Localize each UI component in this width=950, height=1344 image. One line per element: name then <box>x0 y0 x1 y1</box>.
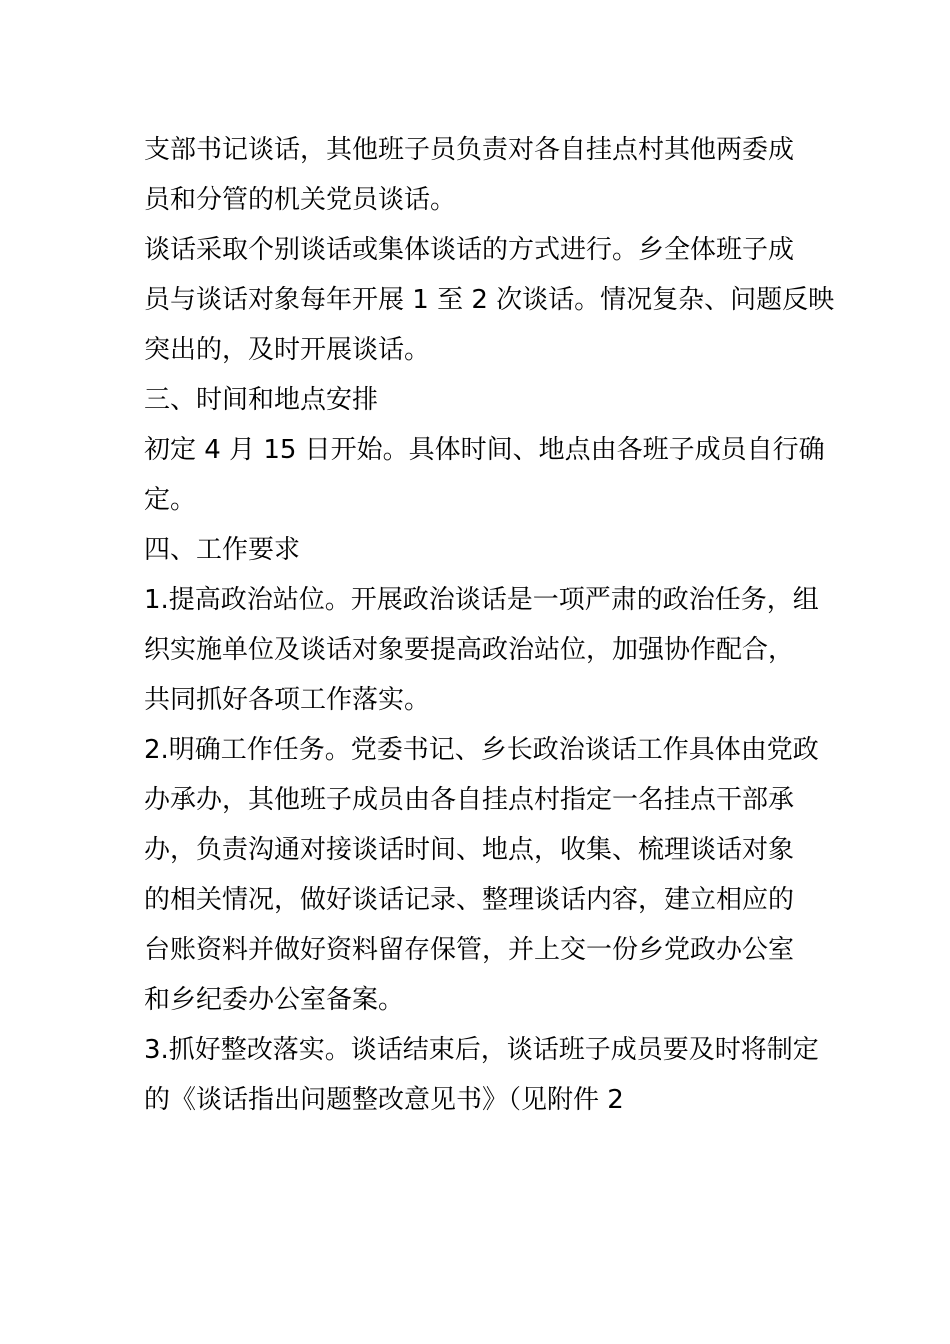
text-line: 员和分管的机关党员谈话。 <box>144 185 457 215</box>
text-line: 2.明确工作任务。党委书记、乡长政治谈话工作具体由党政 <box>144 735 819 765</box>
text-line: 共同抓好各项工作落实。 <box>144 685 431 715</box>
text-line: 的《谈话指出问题整改意见书》（见附件 2 <box>144 1085 624 1115</box>
text-line: 织实施单位及谈话对象要提高政治站位，加强协作配合， <box>144 635 795 665</box>
text-line: 定。 <box>144 485 197 515</box>
text-line: 员与谈话对象每年开展 1 至 2 次谈话。情况复杂、问题反映 <box>144 285 835 315</box>
section-heading: 三、时间和地点安排 <box>144 385 379 415</box>
text-line: 支部书记谈话，其他班子员负责对各自挂点村其他两委成 <box>144 135 795 165</box>
document-body <box>144 125 835 1125</box>
text-line: 1.提高政治站位。开展政治谈话是一项严肃的政治任务，组 <box>144 585 819 615</box>
text-line: 初定 4 月 15 日开始。具体时间、地点由各班子成员自行确 <box>144 435 825 465</box>
text-line: 办承办，其他班子成员由各自挂点村指定一名挂点干部承 <box>144 785 795 815</box>
text-line: 台账资料并做好资料留存保管，并上交一份乡党政办公室 <box>144 935 795 965</box>
text-line: 办，负责沟通对接谈话时间、地点，收集、梳理谈话对象 <box>144 835 795 865</box>
section-heading: 四、工作要求 <box>144 535 301 565</box>
text-line: 谈话采取个别谈话或集体谈话的方式进行。乡全体班子成 <box>144 235 795 265</box>
text-line: 突出的，及时开展谈话。 <box>144 335 431 365</box>
text-line: 3.抓好整改落实。谈话结束后，谈话班子成员要及时将制定 <box>144 1035 819 1065</box>
text-line: 的相关情况，做好谈话记录、整理谈话内容，建立相应的 <box>144 885 795 915</box>
text-line: 和乡纪委办公室备案。 <box>144 985 405 1015</box>
